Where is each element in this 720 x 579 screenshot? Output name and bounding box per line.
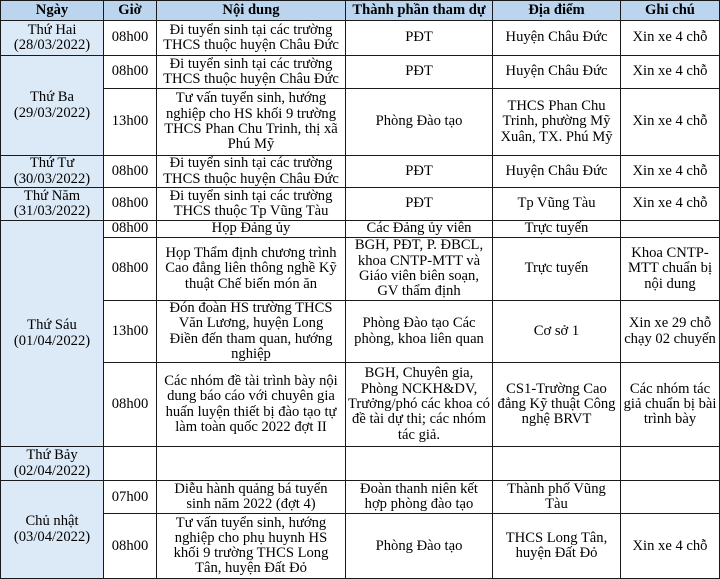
day-date: (02/04/2022)	[13, 462, 91, 479]
note-cell: Xin xe 4 chỗ	[621, 56, 720, 89]
table-row	[1, 56, 720, 89]
participants-cell: PĐT	[346, 56, 493, 89]
participants-cell: PĐT	[346, 188, 493, 221]
table-row	[1, 481, 720, 514]
content-cell: Đi tuyển sinh tại các trường THCS thuộc huyện Châu Đức	[157, 21, 346, 56]
table-row	[1, 221, 720, 238]
day-cell	[1, 21, 104, 56]
content-cell	[157, 447, 346, 481]
day-date: (28/03/2022)	[13, 37, 91, 53]
day-name: Thứ Ba	[30, 89, 74, 106]
table-row	[1, 301, 720, 363]
note-cell	[621, 221, 720, 238]
participants-cell: Đoàn thanh niên kết hợp phòng đào tạo	[346, 481, 493, 514]
table-row	[1, 447, 720, 481]
participants-cell: BGH, PĐT, P. ĐBCL, khoa CNTP-MTT và Giáo viên biên soạn, GV thẩm định	[346, 238, 493, 301]
content-cell: Họp Đảng ủy	[157, 221, 346, 238]
content-cell: Các nhóm đề tài trình bày nội dung báo cáo với chuyên gia huấn luyện thiết bị đào tạo tự làm toàn quốc 2022 đợt II	[157, 363, 346, 447]
participants-cell: Phòng Đào tạo	[346, 89, 493, 156]
location-cell: Huyện Châu Đức	[493, 21, 621, 56]
note-cell: Xin xe 4 chỗ	[621, 21, 720, 56]
time-cell: 08h00	[104, 221, 157, 238]
header-location: Địa điểm	[493, 1, 621, 21]
time-cell: 08h00	[104, 238, 157, 301]
time-cell: 08h00	[104, 21, 157, 56]
day-cell	[1, 56, 104, 156]
participants-cell: BGH, Chuyên gia, Phòng NCKH&DV, Trưởng/phó các khoa có đề tài dự thi; các nhóm tác giả.	[346, 363, 493, 447]
header-day: Ngày	[1, 1, 104, 21]
note-cell: Xin xe 29 chỗ chạy 02 chuyến	[621, 301, 720, 363]
participants-cell: PĐT	[346, 21, 493, 56]
location-cell: THCS Long Tân, huyện Đất Đỏ	[493, 514, 621, 579]
day-date: (31/03/2022)	[13, 203, 91, 219]
location-cell: Cơ sở 1	[493, 301, 621, 363]
content-cell: Tư vấn tuyển sinh, hướng nghiệp cho HS khối 9 trường THCS Phan Chu Trinh, thị xã Phú Mỹ	[157, 89, 346, 156]
day-cell	[1, 188, 104, 221]
participants-cell	[346, 447, 493, 481]
time-cell: 08h00	[104, 514, 157, 579]
location-cell	[493, 447, 621, 481]
day-name: Thứ Năm	[23, 187, 81, 204]
note-cell	[621, 481, 720, 514]
day-cell	[1, 221, 104, 447]
note-cell: Xin xe 4 chỗ	[621, 156, 720, 188]
content-cell: Đi tuyển sinh tại các trường THCS thuộc huyện Châu Đức	[157, 156, 346, 188]
content-cell: Đi tuyển sinh tại các trường THCS thuộc huyện Châu Đức	[157, 56, 346, 89]
day-cell	[1, 447, 104, 481]
time-cell: 08h00	[104, 56, 157, 89]
location-cell: Huyện Châu Đức	[493, 56, 621, 89]
location-cell: Tp Vũng Tàu	[493, 188, 621, 221]
day-cell	[1, 481, 104, 579]
day-name: Thứ Bảy	[26, 447, 78, 464]
day-name: Thứ Tư	[29, 155, 75, 172]
day-date: (01/04/2022)	[13, 332, 91, 349]
day-name: Thứ Sáu	[27, 317, 77, 334]
time-cell	[104, 447, 157, 481]
day-date: (30/03/2022)	[13, 170, 91, 187]
location-cell: Trực tuyến	[493, 238, 621, 301]
table-row	[1, 89, 720, 156]
content-cell: Họp Thẩm định chương trình Cao đẳng liên thông nghề Kỹ thuật Chế biến món ăn	[157, 238, 346, 301]
day-name: Chủ nhật	[25, 513, 79, 530]
location-cell: CS1-Trường Cao đẳng Kỹ thuật Công nghệ BRVT	[493, 363, 621, 447]
participants-cell: Các Đảng ủy viên	[346, 221, 493, 238]
header-participants: Thành phần tham dự	[346, 1, 493, 21]
note-cell: Xin xe 4 chỗ	[621, 188, 720, 221]
day-cell	[1, 156, 104, 188]
day-name: Thứ Hai	[27, 21, 77, 38]
day-date: (03/04/2022)	[13, 528, 91, 545]
time-cell: 08h00	[104, 188, 157, 221]
table-row	[1, 188, 720, 221]
time-cell: 13h00	[104, 301, 157, 363]
note-cell: Xin xe 4 chỗ	[621, 514, 720, 579]
content-cell: Tư vấn tuyển sinh, hướng nghiệp cho phụ huynh HS khối 9 trường THCS Long Tân, huyện Đất Đỏ	[157, 514, 346, 579]
header-row	[1, 1, 720, 21]
note-cell: Các nhóm tác giả chuẩn bị bài trình bày	[621, 363, 720, 447]
note-cell: Khoa CNTP-MTT chuẩn bị nội dung	[621, 238, 720, 301]
time-cell: 08h00	[104, 363, 157, 447]
participants-cell: Phòng Đào tạo Các phòng, khoa liên quan	[346, 301, 493, 363]
time-cell: 07h00	[104, 481, 157, 514]
table-row	[1, 156, 720, 188]
day-date: (29/03/2022)	[13, 104, 91, 121]
time-cell: 13h00	[104, 89, 157, 156]
header-note: Ghi chú	[621, 1, 720, 21]
participants-cell: Phòng Đào tạo	[346, 514, 493, 579]
table-row	[1, 363, 720, 447]
location-cell: THCS Phan Chu Trinh, phường Mỹ Xuân, TX. Phú Mỹ	[493, 89, 621, 156]
table-row	[1, 21, 720, 56]
header-time: Giờ	[104, 1, 157, 21]
table-row	[1, 238, 720, 301]
header-content: Nội dung	[157, 1, 346, 21]
note-cell	[621, 447, 720, 481]
content-cell: Đi tuyển sinh tại các trường THCS thuộc Tp Vũng Tàu	[157, 188, 346, 221]
location-cell: Trực tuyến	[493, 221, 621, 238]
location-cell: Huyện Châu Đức	[493, 156, 621, 188]
location-cell: Thành phố Vũng Tàu	[493, 481, 621, 514]
content-cell: Diễu hành quảng bá tuyển sinh năm 2022 (đợt 4)	[157, 481, 346, 514]
time-cell: 08h00	[104, 156, 157, 188]
content-cell: Đón đoàn HS trường THCS Văn Lương, huyện Long Điền đến tham quan, hướng nghiệp	[157, 301, 346, 363]
note-cell: Xin xe 4 chỗ	[621, 89, 720, 156]
participants-cell: PĐT	[346, 156, 493, 188]
